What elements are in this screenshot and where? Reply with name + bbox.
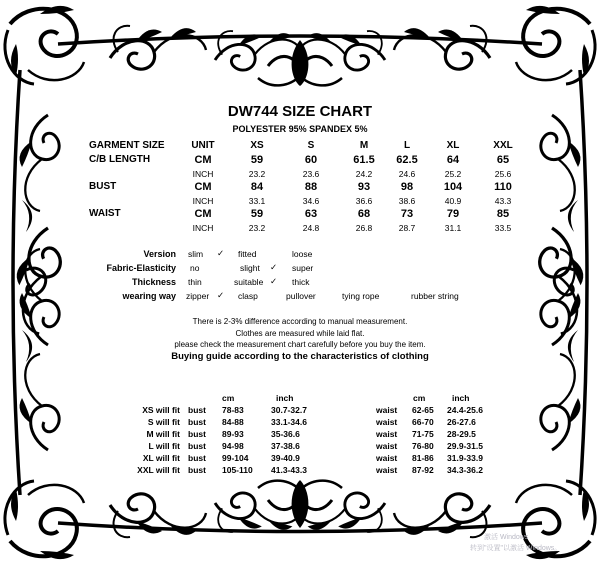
option-zipper: zipper [186, 291, 210, 301]
cell-waist-l-inch: 28.7 [398, 223, 416, 233]
check-icon: ✓ [270, 276, 278, 286]
fit-waist-cm: 81-86 [412, 453, 434, 463]
option-rubber-string: rubber string [411, 291, 459, 301]
fit-header-inch: inch [276, 393, 294, 403]
characteristic-label-version: Version [143, 249, 176, 259]
cell-bust-l-cm: 98 [400, 181, 414, 193]
option-no: no [190, 263, 200, 273]
fit-size-label: M will fit [146, 429, 180, 439]
row-label-cb-length: C/B LENGTH [89, 154, 151, 165]
cell-cb-length-m-cm: 61.5 [353, 154, 375, 166]
fit-waist-inch: 26-27.6 [447, 417, 476, 427]
note-measurement-difference: There is 2-3% difference according to manual measurement. [192, 317, 408, 326]
cell-cb-length-xxl-cm: 65 [496, 154, 510, 166]
fabric-composition: POLYESTER 95% SPANDEX 5% [232, 124, 368, 134]
fit-bust-cm: 84-88 [222, 417, 244, 427]
characteristic-label-thickness: Thickness [131, 277, 176, 287]
unit-inch: INCH [192, 223, 214, 233]
fit-part-waist: waist [376, 465, 398, 475]
cell-waist-xxl-cm: 85 [496, 208, 510, 220]
header-size-xl: XL [446, 140, 460, 151]
option-suitable: suitable [234, 277, 264, 287]
fit-waist-inch: 24.4-25.6 [447, 405, 483, 415]
fit-waist-cm: 87-92 [412, 465, 434, 475]
option-super: super [292, 263, 314, 273]
check-icon: ✓ [270, 262, 278, 272]
cell-bust-xl-inch: 40.9 [444, 196, 462, 206]
fit-waist-cm: 71-75 [412, 429, 434, 439]
cell-waist-s-inch: 24.8 [302, 223, 320, 233]
unit-inch: INCH [192, 169, 214, 179]
check-icon: ✓ [217, 290, 225, 300]
fit-header-cm: cm [413, 393, 426, 403]
option-slight: slight [240, 263, 260, 273]
fit-size-label: XS will fit [142, 405, 180, 415]
fit-bust-inch: 30.7-32.7 [271, 405, 307, 415]
fit-part-waist: waist [376, 417, 398, 427]
header-garment-size: GARMENT SIZE [89, 140, 165, 151]
note-laid-flat: Clothes are measured while laid flat. [235, 329, 365, 338]
row-label-bust: BUST [89, 181, 117, 192]
fit-waist-inch: 29.9-31.5 [447, 441, 483, 451]
cell-waist-l-cm: 73 [400, 208, 414, 220]
cell-bust-m-cm: 93 [357, 181, 371, 193]
fit-header-cm: cm [222, 393, 235, 403]
cell-waist-m-cm: 68 [357, 208, 371, 220]
cell-cb-length-l-cm: 62.5 [396, 154, 418, 166]
cell-waist-xxl-inch: 33.5 [494, 223, 512, 233]
fit-bust-inch: 37-38.6 [271, 441, 300, 451]
fit-bust-inch: 41.3-43.3 [271, 465, 307, 475]
cell-cb-length-xl-cm: 64 [446, 154, 460, 166]
cell-cb-length-xl-inch: 25.2 [444, 169, 462, 179]
fit-waist-cm: 76-80 [412, 441, 434, 451]
cell-bust-xxl-cm: 110 [494, 181, 512, 193]
option-pullover: pullover [286, 291, 316, 301]
fit-part-waist: waist [376, 429, 398, 439]
cell-waist-xl-cm: 79 [446, 208, 460, 220]
fit-bust-cm: 105-110 [222, 465, 253, 475]
fit-bust-inch: 33.1-34.6 [271, 417, 307, 427]
option-loose: loose [292, 249, 313, 259]
fit-part-waist: waist [376, 441, 398, 451]
unit-cm: CM [194, 154, 212, 166]
fit-part-bust: bust [188, 453, 206, 463]
fit-part-bust: bust [188, 441, 206, 451]
cell-waist-xs-inch: 23.2 [248, 223, 266, 233]
cell-cb-length-s-cm: 60 [304, 154, 318, 166]
fit-bust-cm: 89-93 [222, 429, 244, 439]
fit-waist-inch: 34.3-36.2 [447, 465, 483, 475]
header-size-l: L [403, 140, 411, 151]
fit-waist-inch: 31.9-33.9 [447, 453, 483, 463]
characteristic-label-fabric-elasticity: Fabric-Elasticity [106, 263, 176, 273]
fit-size-label: XXL will fit [137, 465, 180, 475]
fit-part-bust: bust [188, 429, 206, 439]
fit-bust-cm: 94-98 [222, 441, 244, 451]
chart-title: DW744 SIZE CHART [227, 103, 373, 120]
fit-part-waist: waist [376, 453, 398, 463]
unit-inch: INCH [192, 196, 214, 206]
cell-bust-l-inch: 38.6 [398, 196, 416, 206]
header-size-xxl: XXL [493, 140, 513, 151]
row-label-waist: WAIST [89, 208, 121, 219]
cell-cb-length-xs-inch: 23.2 [248, 169, 266, 179]
header-size-m: M [359, 140, 369, 151]
cell-waist-xl-inch: 31.1 [444, 223, 462, 233]
cell-cb-length-m-inch: 24.2 [355, 169, 373, 179]
note-check-chart: please check the measurement chart carefully before you buy the item. [174, 340, 426, 349]
fit-bust-cm: 78-83 [222, 405, 244, 415]
fit-waist-cm: 66-70 [412, 417, 434, 427]
cell-bust-xxl-inch: 43.3 [494, 196, 512, 206]
fit-part-waist: waist [376, 405, 398, 415]
cell-cb-length-xs-cm: 59 [250, 154, 264, 166]
option-slim: slim [188, 249, 204, 259]
option-clasp: clasp [238, 291, 258, 301]
cell-waist-s-cm: 63 [304, 208, 318, 220]
option-tying-rope: tying rope [342, 291, 380, 301]
fit-waist-inch: 28-29.5 [447, 429, 476, 439]
unit-cm: CM [194, 181, 212, 193]
fit-waist-cm: 62-65 [412, 405, 434, 415]
cell-cb-length-l-inch: 24.6 [398, 169, 416, 179]
fit-size-label: S will fit [147, 417, 180, 427]
characteristic-label-wearing-way: wearing way [122, 291, 176, 301]
cell-cb-length-s-inch: 23.6 [302, 169, 320, 179]
fit-size-label: XL will fit [142, 453, 180, 463]
header-size-s: S [307, 140, 315, 151]
fit-size-label: L will fit [148, 441, 180, 451]
activation-watermark-title: 激活 Windows [484, 534, 529, 541]
fit-bust-cm: 99-104 [222, 453, 249, 463]
cell-bust-xs-cm: 84 [250, 181, 264, 193]
cell-waist-xs-cm: 59 [250, 208, 264, 220]
cell-bust-xl-cm: 104 [443, 181, 463, 193]
cell-bust-s-cm: 88 [304, 181, 318, 193]
fit-bust-inch: 35-36.6 [271, 429, 300, 439]
unit-cm: CM [194, 208, 212, 220]
fit-header-inch: inch [452, 393, 470, 403]
fit-part-bust: bust [188, 465, 206, 475]
header-unit: UNIT [191, 140, 215, 151]
fit-part-bust: bust [188, 417, 206, 427]
option-thin: thin [188, 277, 202, 287]
option-thick: thick [292, 277, 310, 287]
fit-part-bust: bust [188, 405, 206, 415]
cell-cb-length-xxl-inch: 25.6 [494, 169, 512, 179]
option-fitted: fitted [238, 249, 257, 259]
cell-bust-xs-inch: 33.1 [248, 196, 266, 206]
check-icon: ✓ [217, 248, 225, 258]
activation-watermark-text: 转到"设置"以激活 Windows。 [470, 545, 562, 552]
header-size-xs: XS [250, 140, 264, 151]
fit-bust-inch: 39-40.9 [271, 453, 300, 463]
cell-waist-m-inch: 26.8 [355, 223, 373, 233]
buying-guide-title: Buying guide according to the characteristics of clothing [171, 351, 429, 362]
cell-bust-m-inch: 36.6 [355, 196, 373, 206]
cell-bust-s-inch: 34.6 [302, 196, 320, 206]
